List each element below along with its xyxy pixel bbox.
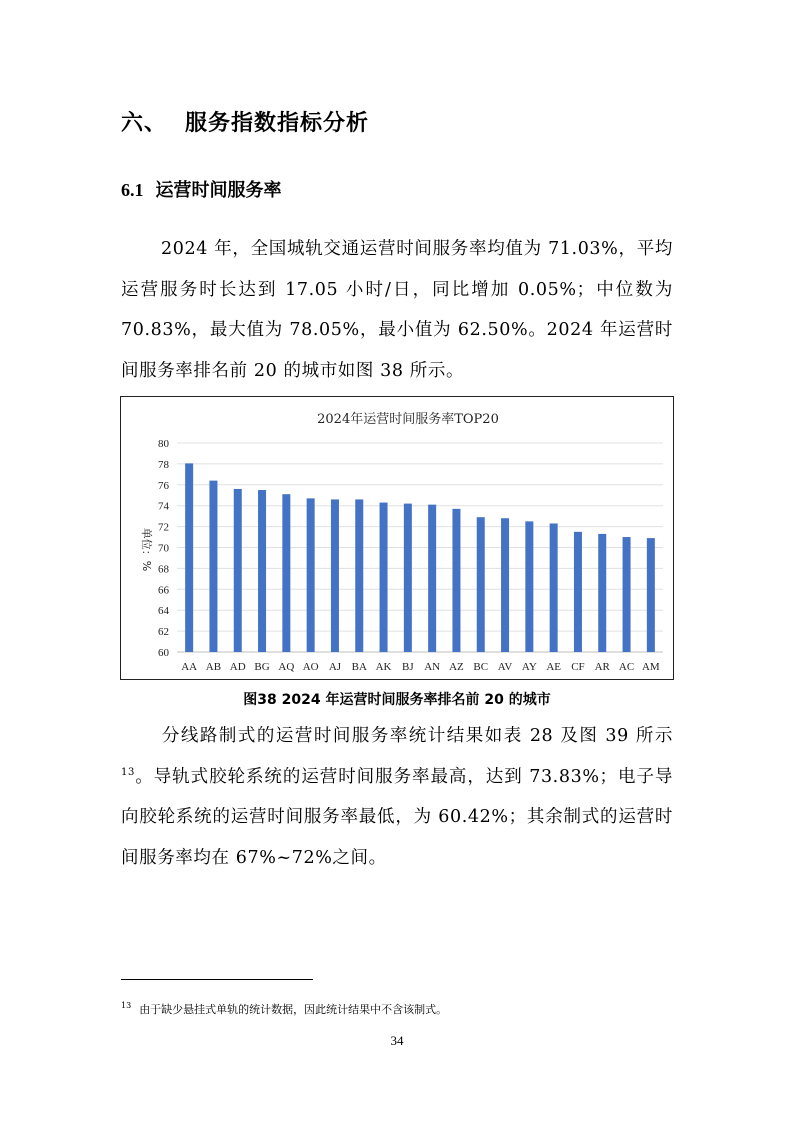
x-tick-label: AE — [546, 661, 561, 673]
bar-av — [501, 518, 509, 652]
section-heading — [121, 106, 369, 137]
x-tick-label: AQ — [278, 661, 295, 673]
x-tick-label: CF — [571, 661, 585, 673]
x-tick-label: BC — [473, 661, 489, 673]
y-tick-label: 80 — [158, 438, 169, 450]
x-tick-label: BJ — [402, 661, 414, 673]
footnote — [121, 1001, 447, 1017]
subsection-number: 6.1 — [121, 180, 144, 200]
y-tick-label: 66 — [158, 584, 169, 597]
section-number: 六、 — [121, 111, 168, 136]
section-title: 服务指数指标分析 — [185, 111, 370, 136]
bar-am — [647, 538, 655, 652]
bar-az — [452, 509, 460, 652]
chart-frame — [120, 396, 674, 680]
x-tick-label: BA — [351, 661, 367, 673]
chart-title: 2024年运营时间服务率TOP20 — [317, 412, 499, 427]
footnote-reference[interactable]: 13 — [121, 766, 135, 778]
x-tick-label: AY — [521, 661, 537, 673]
x-tick-label: AC — [618, 661, 635, 673]
page-number: 34 — [390, 1033, 404, 1048]
bar-ak — [380, 503, 388, 652]
bar-bj — [404, 504, 412, 652]
footnote-text: 由于缺少悬挂式单轨的统计数据，因此统计结果中不含该制式。 — [139, 1003, 448, 1016]
y-tick-label: 72 — [158, 521, 169, 534]
y-axis-label: 单位：% — [140, 527, 153, 572]
x-tick-label: AM — [641, 661, 660, 673]
bar-aq — [282, 494, 290, 652]
x-tick-label: AN — [424, 661, 441, 673]
bar-aj — [331, 499, 339, 652]
footnote-number: 13 — [121, 1001, 132, 1011]
paragraph-1-text: 2024 年，全国城轨交通运营时间服务率均值为 71.03%，平均运营服务时长达到 17.05 小时/日，同比增加 0.05%；中位数为 70.83%，最大值为 78.05%，最小值为 62.50%。2024 年运营时间服务率排名前 20 的城市如图 38 所示。 — [121, 239, 673, 381]
subsection-title: 运营时间服务率 — [155, 180, 282, 201]
x-tick-label: AZ — [449, 661, 464, 673]
bar-ay — [525, 521, 533, 652]
y-tick-label: 64 — [158, 605, 169, 618]
bar-ba — [355, 499, 363, 652]
bar-bg — [258, 490, 266, 652]
bar-ae — [550, 523, 558, 652]
x-tick-label: BG — [254, 661, 270, 673]
y-tick-label: 68 — [158, 563, 169, 576]
bar-bc — [477, 517, 485, 652]
footnote-divider — [121, 979, 313, 980]
bar-ar — [598, 534, 606, 652]
x-tick-label: AO — [302, 661, 319, 673]
x-tick-label: AK — [375, 661, 392, 673]
bar-ad — [234, 489, 242, 652]
bar-chart — [121, 397, 673, 679]
x-tick-label: AV — [497, 661, 513, 673]
y-tick-label: 60 — [158, 647, 169, 659]
bar-ao — [307, 498, 315, 652]
paragraph-2-text: 分线路制式的运营时间服务率统计结果如表 28 及图 39 所示 — [161, 726, 673, 746]
paragraph-1 — [121, 229, 673, 391]
x-tick-label: AJ — [328, 661, 342, 673]
paragraph-2 — [121, 716, 673, 878]
bar-ab — [209, 481, 217, 652]
x-tick-label: AA — [181, 661, 198, 673]
bar-ac — [623, 537, 631, 652]
paragraph-2-text-cont: 。导轨式胶轮系统的运营时间服务率最高，达到 73.83%；电子导向胶轮系统的运营时间服务率最低，为 60.42%；其余制式的运营时间服务率均在 67%~72%之间。 — [121, 766, 673, 868]
x-tick-label: AB — [205, 661, 222, 673]
y-tick-label: 76 — [158, 479, 169, 492]
subsection-heading — [121, 176, 282, 202]
bar-aa — [185, 463, 193, 652]
x-tick-label: AD — [229, 661, 246, 673]
figure-caption: 图38 2024 年运营时间服务率排名前 20 的城市 — [243, 692, 551, 708]
bar-an — [428, 505, 436, 652]
y-tick-label: 62 — [158, 626, 169, 639]
y-tick-label: 70 — [158, 542, 169, 555]
x-tick-label: AR — [594, 661, 610, 673]
bar-cf — [574, 532, 582, 652]
y-tick-label: 78 — [158, 458, 169, 471]
y-tick-label: 74 — [158, 500, 169, 513]
